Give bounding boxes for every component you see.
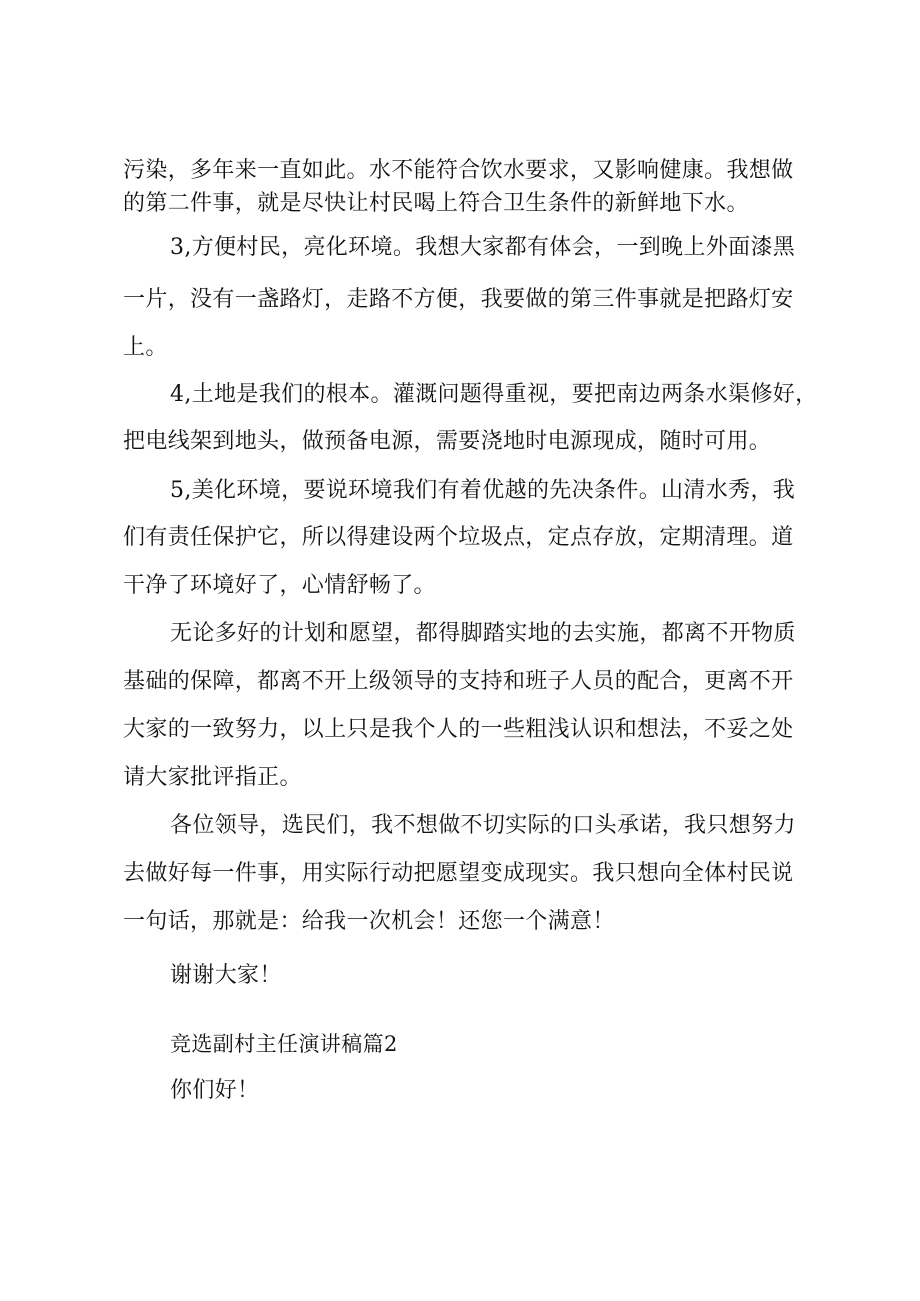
text-line-17: 一句话，那就是：给我一次机会！还您一个满意！ bbox=[123, 909, 615, 934]
text-line-12: 基础的保障，都离不开上级领导的支持和班子人员的配合，更离不开 bbox=[123, 669, 794, 694]
text-line-18: 谢谢大家！ bbox=[170, 963, 282, 988]
text-line-6: 4,土地是我们的根本。灌溉问题得重视，要把南边两条水渠修好， bbox=[170, 382, 818, 407]
text-line-2: 的第二件事，就是尽快让村民喝上符合卫生条件的新鲜地下水。 bbox=[123, 191, 749, 216]
text-line-8: 5,美化环境，要说环境我们有着优越的先决条件。山清水秀，我 bbox=[170, 478, 796, 503]
text-line-7: 把电线架到地头，做预备电源，需要浇地时电源现成，随时可用。 bbox=[123, 429, 772, 454]
text-line-11: 无论多好的计划和愿望，都得脚踏实地的去实施，都离不开物质 bbox=[170, 621, 796, 646]
text-line-15: 各位领导，选民们，我不想做不切实际的口头承诺，我只想努力 bbox=[170, 813, 796, 838]
text-line-1: 污染，多年来一直如此。水不能符合饮水要求，又影响健康。我想做 bbox=[123, 158, 794, 183]
text-line-13: 大家的一致努力，以上只是我个人的一些粗浅认识和想法，不妥之处 bbox=[123, 717, 794, 742]
section-title: 竞选副村主任演讲稿篇2 bbox=[170, 1032, 398, 1056]
text-line-10: 干净了环境好了，心情舒畅了。 bbox=[123, 573, 436, 598]
text-line-5: 上。 bbox=[123, 335, 168, 360]
text-line-16: 去做好每一件事，用实际行动把愿望变成现实。我只想向全体村民说 bbox=[123, 861, 794, 886]
greeting-line: 你们好！ bbox=[170, 1078, 260, 1103]
text-line-4: 一片，没有一盏路灯，走路不方便，我要做的第三件事就是把路灯安 bbox=[123, 287, 794, 312]
text-line-3: 3,方便村民，亮化环境。我想大家都有体会，一到晚上外面漆黑 bbox=[170, 235, 796, 260]
text-line-14: 请大家批评指正。 bbox=[123, 765, 302, 790]
text-line-9: 们有责任保护它，所以得建设两个垃圾点，定点存放，定期清理。道 bbox=[123, 525, 794, 550]
